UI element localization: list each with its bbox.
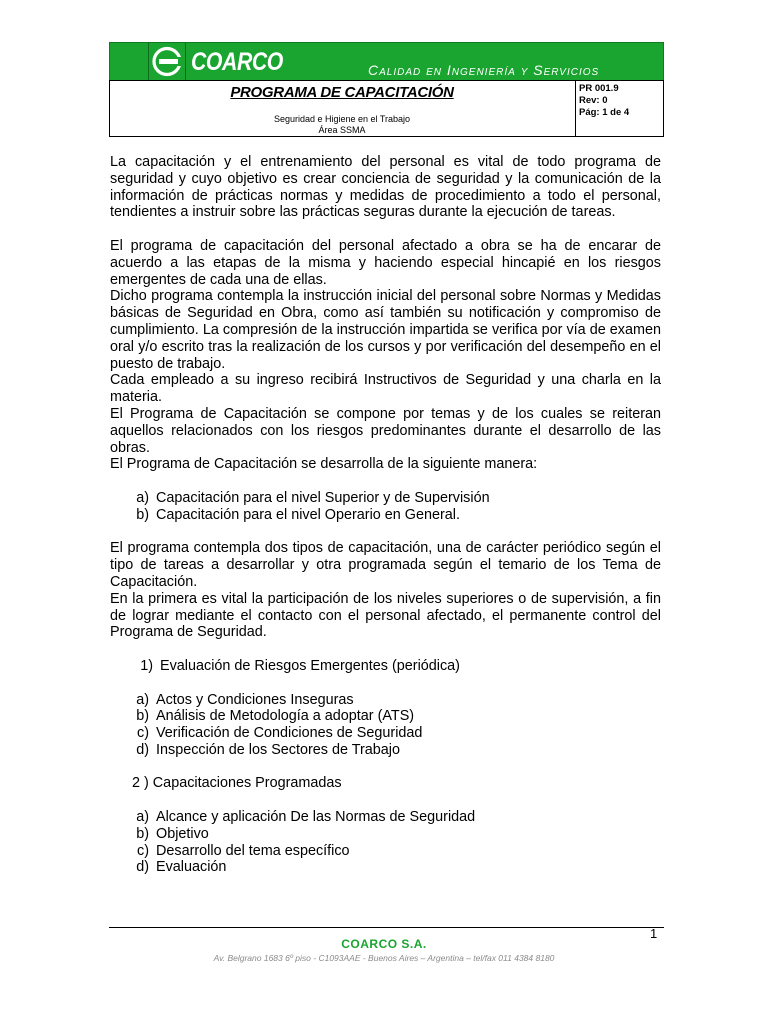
list-item	[110, 742, 661, 759]
document-revision: Rev: 0	[579, 95, 608, 106]
list-marker: d)	[136, 859, 149, 876]
list-item	[110, 725, 661, 742]
list-item	[110, 507, 661, 524]
list-marker: b)	[136, 708, 149, 725]
list-text: Capacitación para el nivel Superior y de Supervisión	[156, 489, 490, 506]
brand-tagline	[368, 62, 599, 79]
paragraph: Dicho programa contempla la instrucción inicial del personal sobre Normas y Medidas básicas de Seguridad en Obra, como así también su notificación y compromiso de cumplimiento. La compresión de la instrucción impartida se verifica por vía de examen oral y/o escrito tras la realización de los cursos y por verificación del desempeño en el puesto de trabajo.	[110, 288, 661, 372]
paragraph: En la primera es vital la participación de los niveles superiores o de supervisión, a fin de lograr mediante el contacto con el personal afectado, el permanente control del Programa de Seguridad.	[110, 590, 661, 641]
list-text: Verificación de Condiciones de Seguridad	[156, 725, 423, 742]
list-item	[110, 708, 661, 725]
list-marker: c)	[137, 842, 149, 859]
list-marker: d)	[136, 741, 149, 758]
paragraph: El programa de capacitación del personal afectado a obra se ha de encarar de acuerdo a las etapas de la misma y haciendo especial hincapié en los riesgos emergentes de cada una de ellas.	[110, 237, 661, 288]
list-item	[110, 809, 661, 826]
list-text: Actos y Condiciones Inseguras	[156, 691, 354, 708]
list-item	[110, 843, 661, 860]
footer-divider	[109, 927, 664, 928]
document-page-count: Pág: 1 de 4	[579, 107, 630, 118]
list-text: Capacitación para el nivel Operario en General.	[156, 506, 460, 523]
list-item	[110, 859, 661, 876]
header-divider	[575, 80, 576, 137]
list-marker: a)	[136, 809, 149, 826]
paragraph: El Programa de Capacitación se desarrolla de la siguiente manera:	[110, 456, 538, 473]
list-marker: a)	[136, 489, 149, 506]
subtitle-line-2: Área SSMA	[318, 125, 366, 135]
list-text: Alcance y aplicación De las Normas de Seguridad	[156, 809, 476, 826]
paragraph: La capacitación y el entrenamiento del personal es vital de todo programa de seguridad y cuyo objetivo es crear conciencia de seguridad y la comunicación de la información de prácticas normas y medidas de procedimiento a todo el personal, tendientes a instruir sobre las prácticas seguras durante la ejecución de tareas.	[110, 154, 661, 221]
list-marker: c)	[137, 725, 149, 742]
document-title: PROGRAMA DE CAPACITACIÓN	[230, 84, 454, 101]
section-heading: 2 ) Capacitaciones Programadas	[132, 775, 342, 792]
section-marker: 1)	[140, 657, 153, 674]
list-marker: b)	[136, 506, 149, 523]
list-text: Análisis de Metodología a adoptar (ATS)	[156, 708, 415, 725]
list-text: Evaluación	[156, 859, 227, 876]
document-body	[110, 154, 661, 876]
section-text: Evaluación de Riesgos Emergentes (periódica)	[160, 657, 460, 674]
footer-company: COARCO S.A.	[341, 937, 427, 951]
list-item	[110, 490, 661, 507]
paragraph: El Programa de Capacitación se compone por temas y de los cuales se reiteran aquellos relacionados con los riesgos predominantes durante el desarrollo de las obras.	[110, 405, 661, 456]
section-heading	[110, 658, 661, 675]
list-item	[110, 692, 661, 709]
document-meta	[579, 83, 629, 119]
document-code: PR 001.9	[579, 83, 619, 94]
list-text: Desarrollo del tema específico	[156, 842, 350, 859]
page-number: 1	[650, 926, 658, 941]
list-marker: a)	[136, 691, 149, 708]
document-subtitle	[109, 114, 575, 136]
footer-address: Av. Belgrano 1683 6º piso - C1093AAE - Buenos Aires – Argentina – tel/fax 011 4384 8180	[213, 953, 555, 963]
coarco-logo-icon	[148, 43, 186, 80]
subtitle-line-1: Seguridad e Higiene en el Trabajo	[273, 114, 411, 124]
paragraph: Cada empleado a su ingreso recibirá Instructivos de Seguridad y una charla en la materia.	[110, 372, 661, 406]
list-text: Objetivo	[156, 825, 209, 842]
list-text: Inspección de los Sectores de Trabajo	[156, 741, 400, 758]
list-marker: b)	[136, 825, 149, 842]
list-item	[110, 826, 661, 843]
brand-name: COARCO	[191, 48, 283, 76]
paragraph: El programa contempla dos tipos de capacitación, una de carácter periódico según el tipo de tareas a desarrollar y otra programada según el temario de los Tema de Capacitación.	[110, 540, 661, 590]
tagline-text: Calidad en Ingeniería y Servicios	[368, 62, 600, 78]
